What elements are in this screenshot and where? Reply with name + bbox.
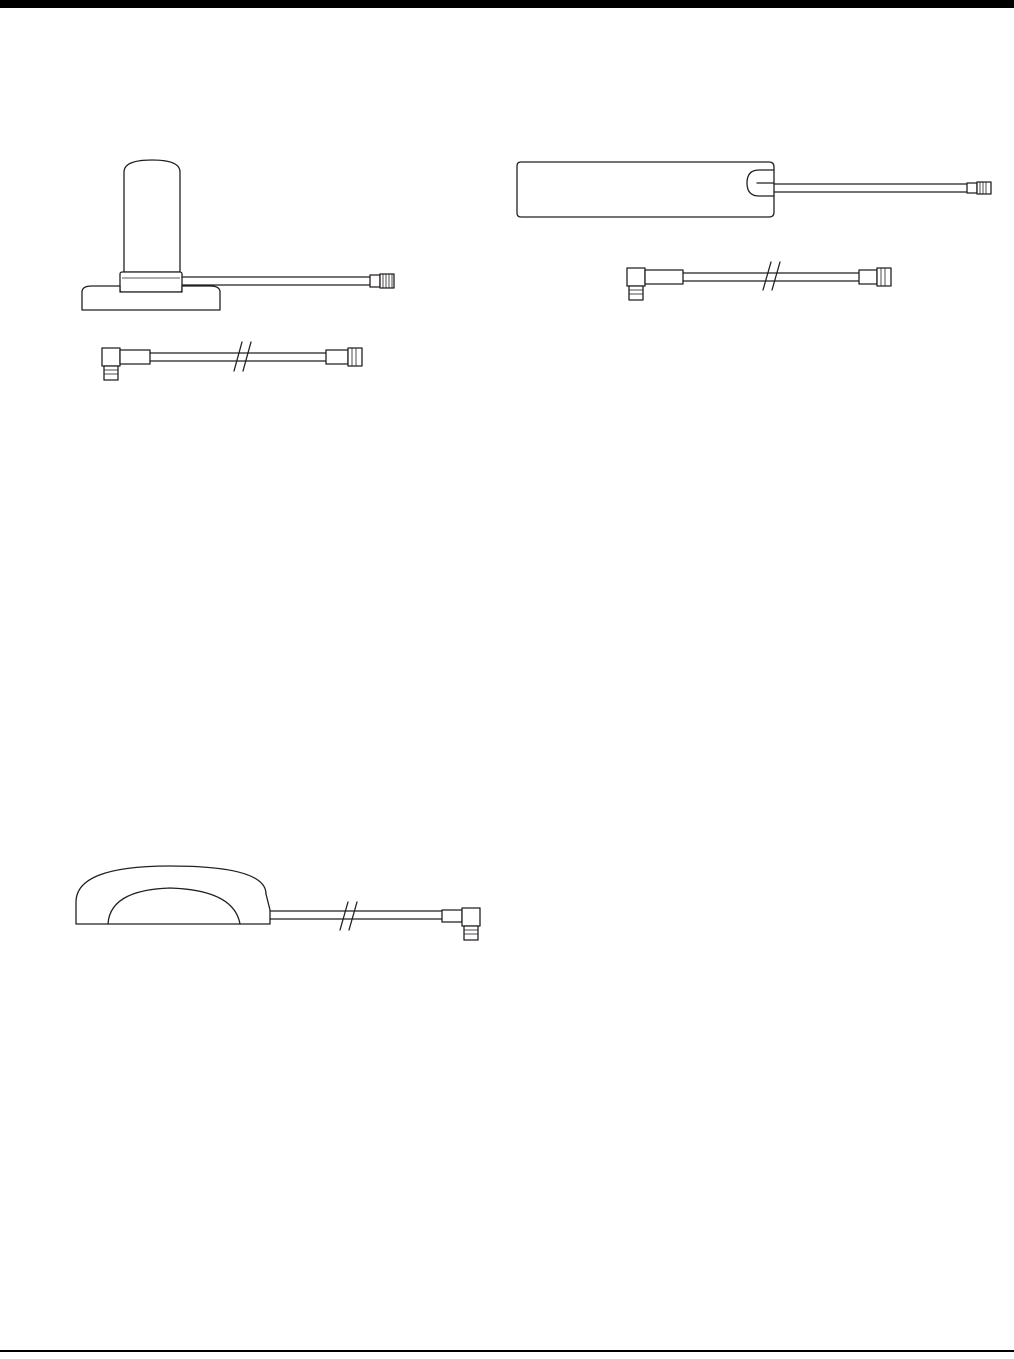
magnetic-mount-antenna-illustration-icon	[70, 150, 430, 390]
mag-mount-antenna-figure	[70, 150, 430, 390]
low-profile-dome-antenna-illustration-icon	[70, 860, 510, 950]
flat-panel-antenna-figure	[505, 150, 1005, 310]
flat-panel-antenna-illustration-icon	[505, 150, 1005, 310]
dome-antenna-figure	[70, 860, 510, 950]
footer-rule	[0, 1350, 1014, 1352]
header-rule	[0, 0, 1014, 8]
